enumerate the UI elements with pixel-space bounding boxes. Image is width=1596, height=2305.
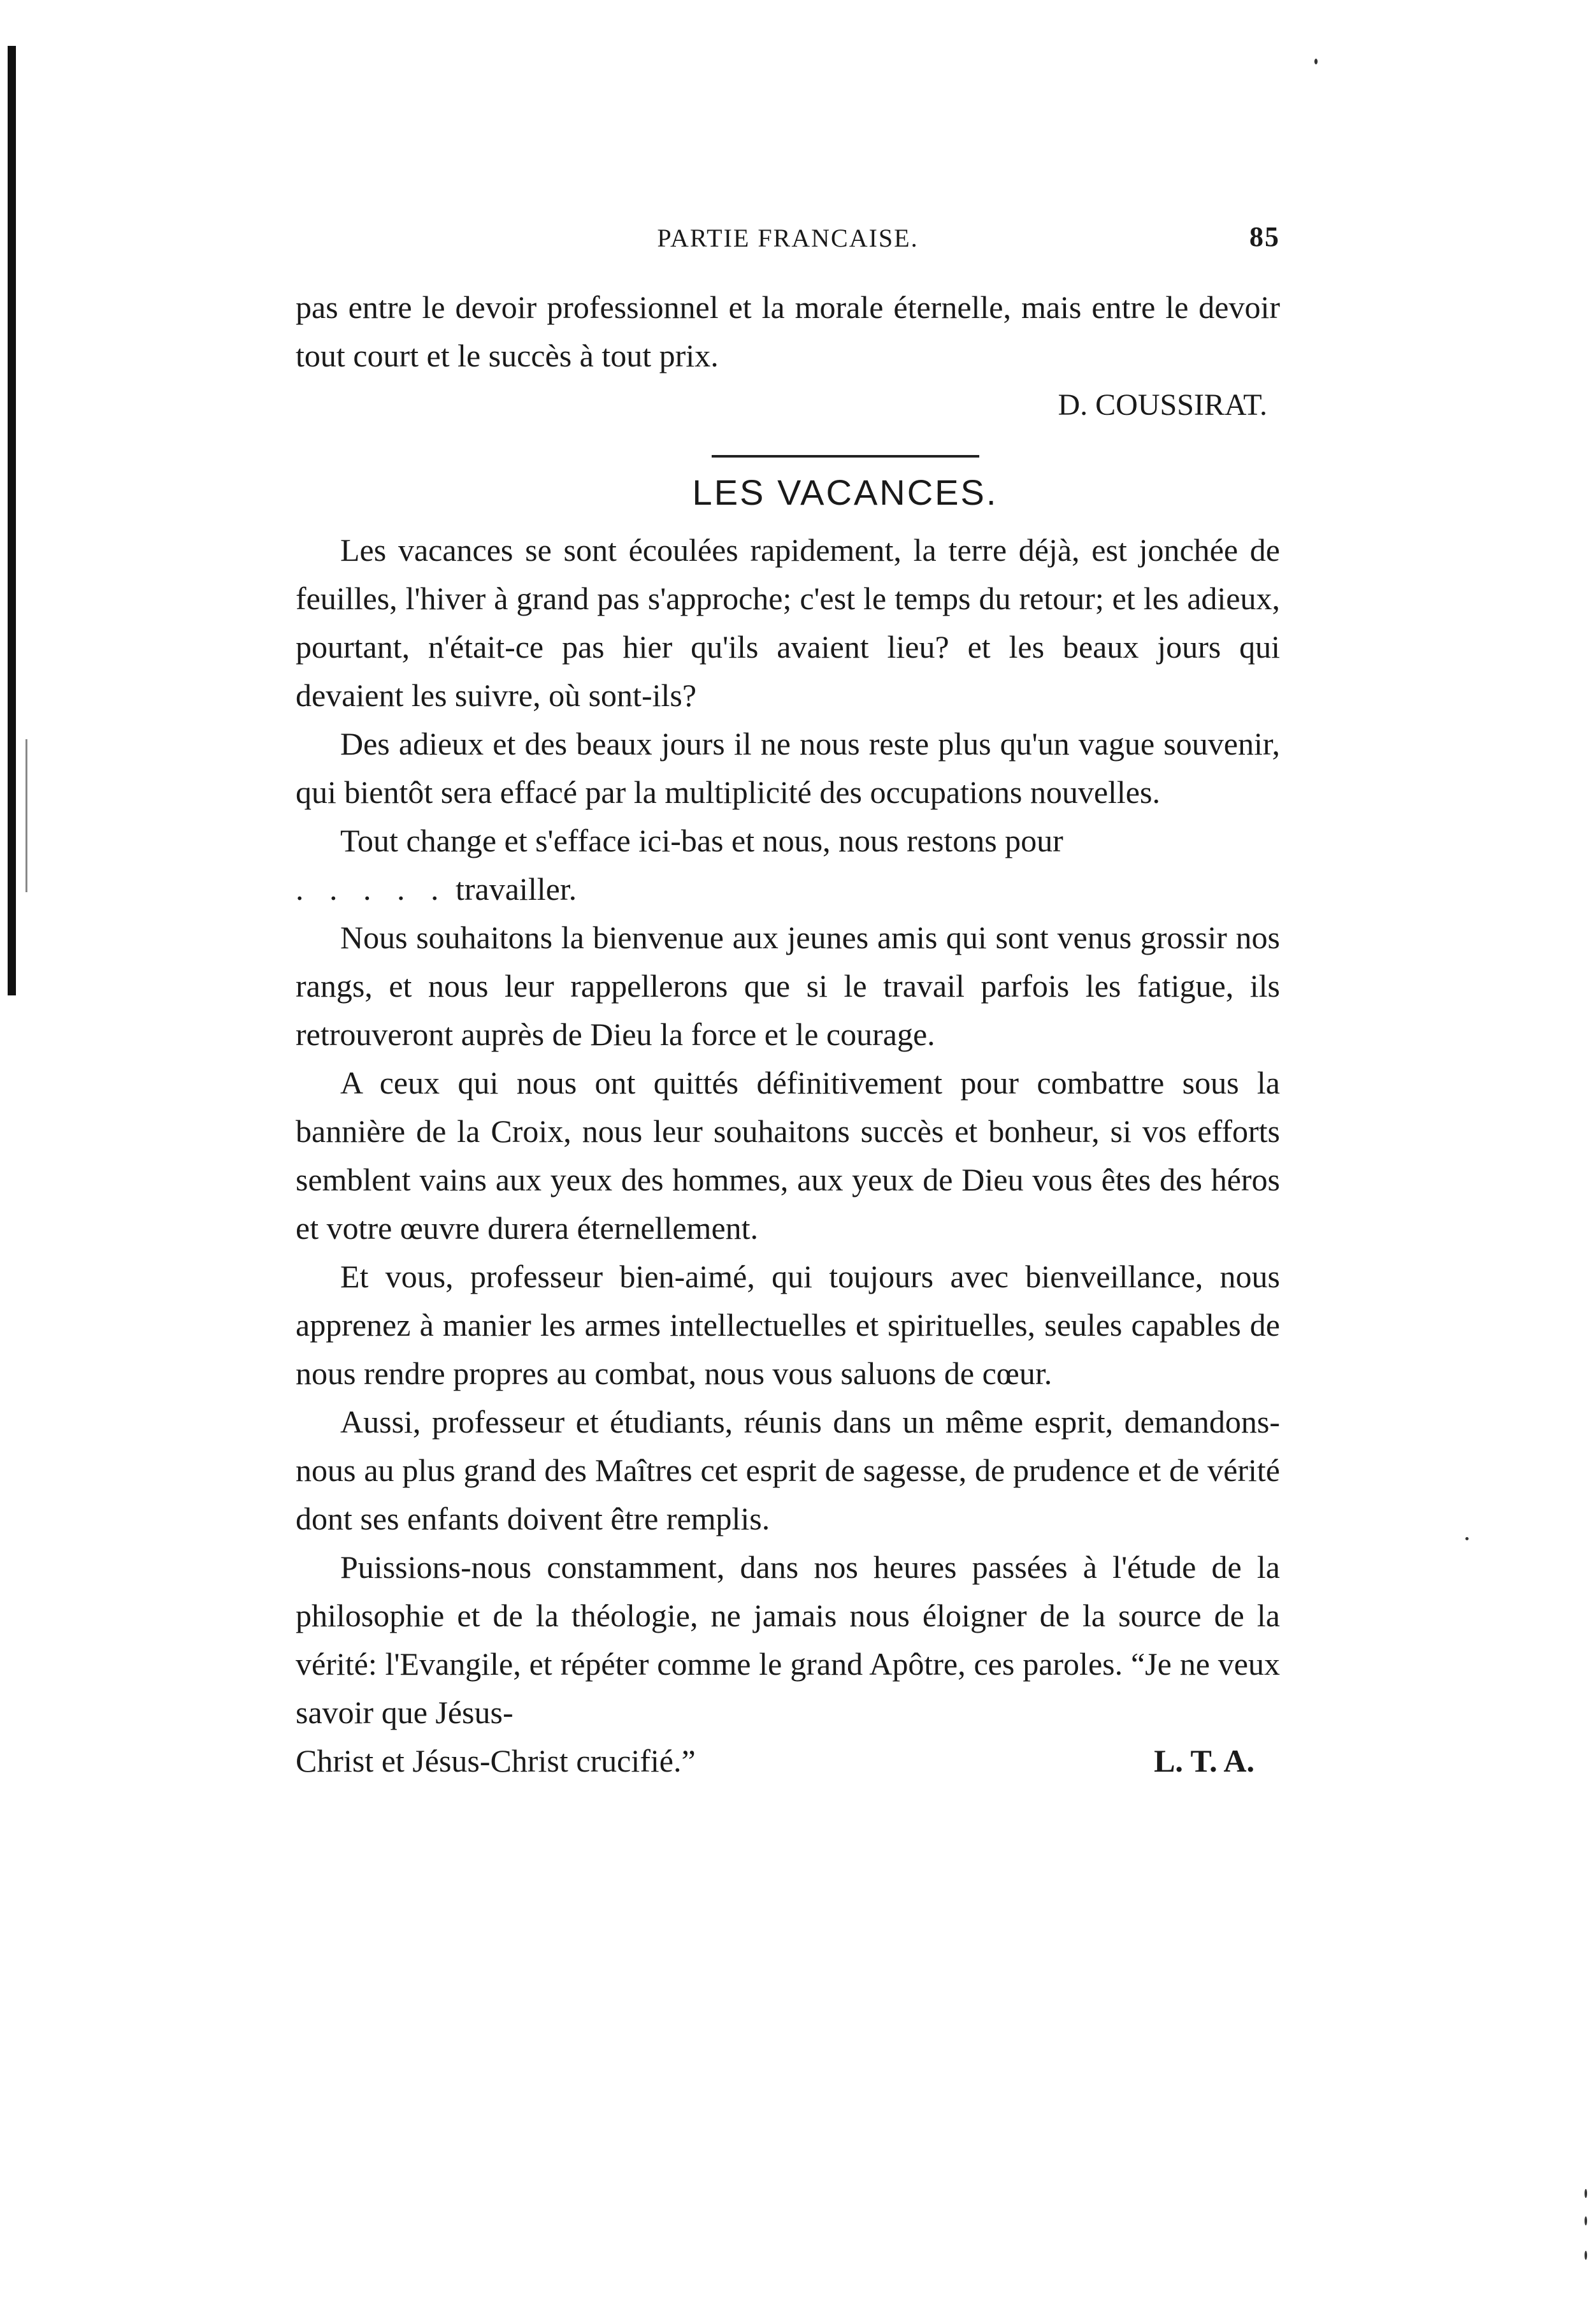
scan-speck <box>1585 2251 1587 2260</box>
scan-binding-edge <box>8 46 16 995</box>
scan-speck <box>1465 1537 1469 1540</box>
author-signature: D. COUSSIRAT. <box>1058 388 1267 422</box>
article-paragraph: Puissions-nous constamment, dans nos heures passées à l'étude de la philosophie et de la théologie, ne jamais nous éloigner de la source de la vérité: l'Evangile, et répéter comme le grand Apôtre, ces paroles. “Je ne veux savoir que Jésus- <box>296 1549 1280 1730</box>
scan-speck <box>1585 2189 1587 2198</box>
ellipsis-dots: . . . . . <box>296 871 448 907</box>
continuation-word: travailler. <box>456 871 577 907</box>
section-divider <box>712 455 979 458</box>
article-paragraph: A ceux qui nous ont quittés définitivement pour combattre sous la bannière de la Croix, nous leur souhaitons succès et bonheur, si vos efforts semblent vains aux yeux des hommes, aux yeux de Dieu vous êtes des héros et votre œuvre durera éternellement. <box>296 1065 1280 1246</box>
page-header <box>296 217 1280 255</box>
article-paragraph: Les vacances se sont écoulées rapidement, la terre déjà, est jonchée de feuilles, l'hiver à grand pas s'approche; c'est le temps du retour; et les adieux, pourtant, n'était-ce pas hier qu'ils avaient lieu? et les beaux jours qui devaient les suivre, où sont-ils? <box>296 532 1280 713</box>
final-line <box>296 1737 1280 1785</box>
article-paragraph: Aussi, professeur et étudiants, réunis dans un même esprit, demandons-nous au plus grand des Maîtres cet esprit de sagesse, de prudence et de vérité dont ses enfants doivent être remplis. <box>296 1404 1280 1536</box>
article-paragraph: Nous souhaitons la bienvenue aux jeunes amis qui sont venus grossir nos rangs, et nous leur rappellerons que si le travail parfois les fatigue, ils retrouveront auprès de Dieu la force et le courage. <box>296 920 1280 1052</box>
scan-speck <box>1314 59 1318 64</box>
article-paragraph: Et vous, professeur bien-aimé, qui toujours avec bienveillance, nous apprenez à manier les armes intellectuelles et spirituelles, seules capables de nous rendre propres au combat, nous vous saluons de cœur. <box>296 1259 1280 1391</box>
article-paragraph: Des adieux et des beaux jours il ne nous reste plus qu'un vague souvenir, qui bientôt sera effacé par la multiplicité des occupations nouvelles. <box>296 726 1280 810</box>
article-paragraph-continuation <box>296 865 1280 913</box>
book-page <box>296 217 1280 1785</box>
scan-speck <box>1585 2216 1587 2225</box>
author-initials: L. T. A. <box>1154 1743 1255 1779</box>
scan-faint-line <box>25 739 27 892</box>
page-number: 85 <box>1249 221 1280 252</box>
running-title: PARTIE FRANCAISE. <box>657 224 919 252</box>
opening-paragraph: pas entre le devoir professionnel et la morale éternelle, mais entre le devoir tout court et le succès à tout prix. <box>296 289 1280 373</box>
article-title: LES VACANCES. <box>692 472 998 512</box>
article-paragraph: Tout change et s'efface ici-bas et nous, nous restons pour <box>340 823 1063 858</box>
final-line-text: Christ et Jésus-Christ crucifié.” <box>296 1743 696 1779</box>
